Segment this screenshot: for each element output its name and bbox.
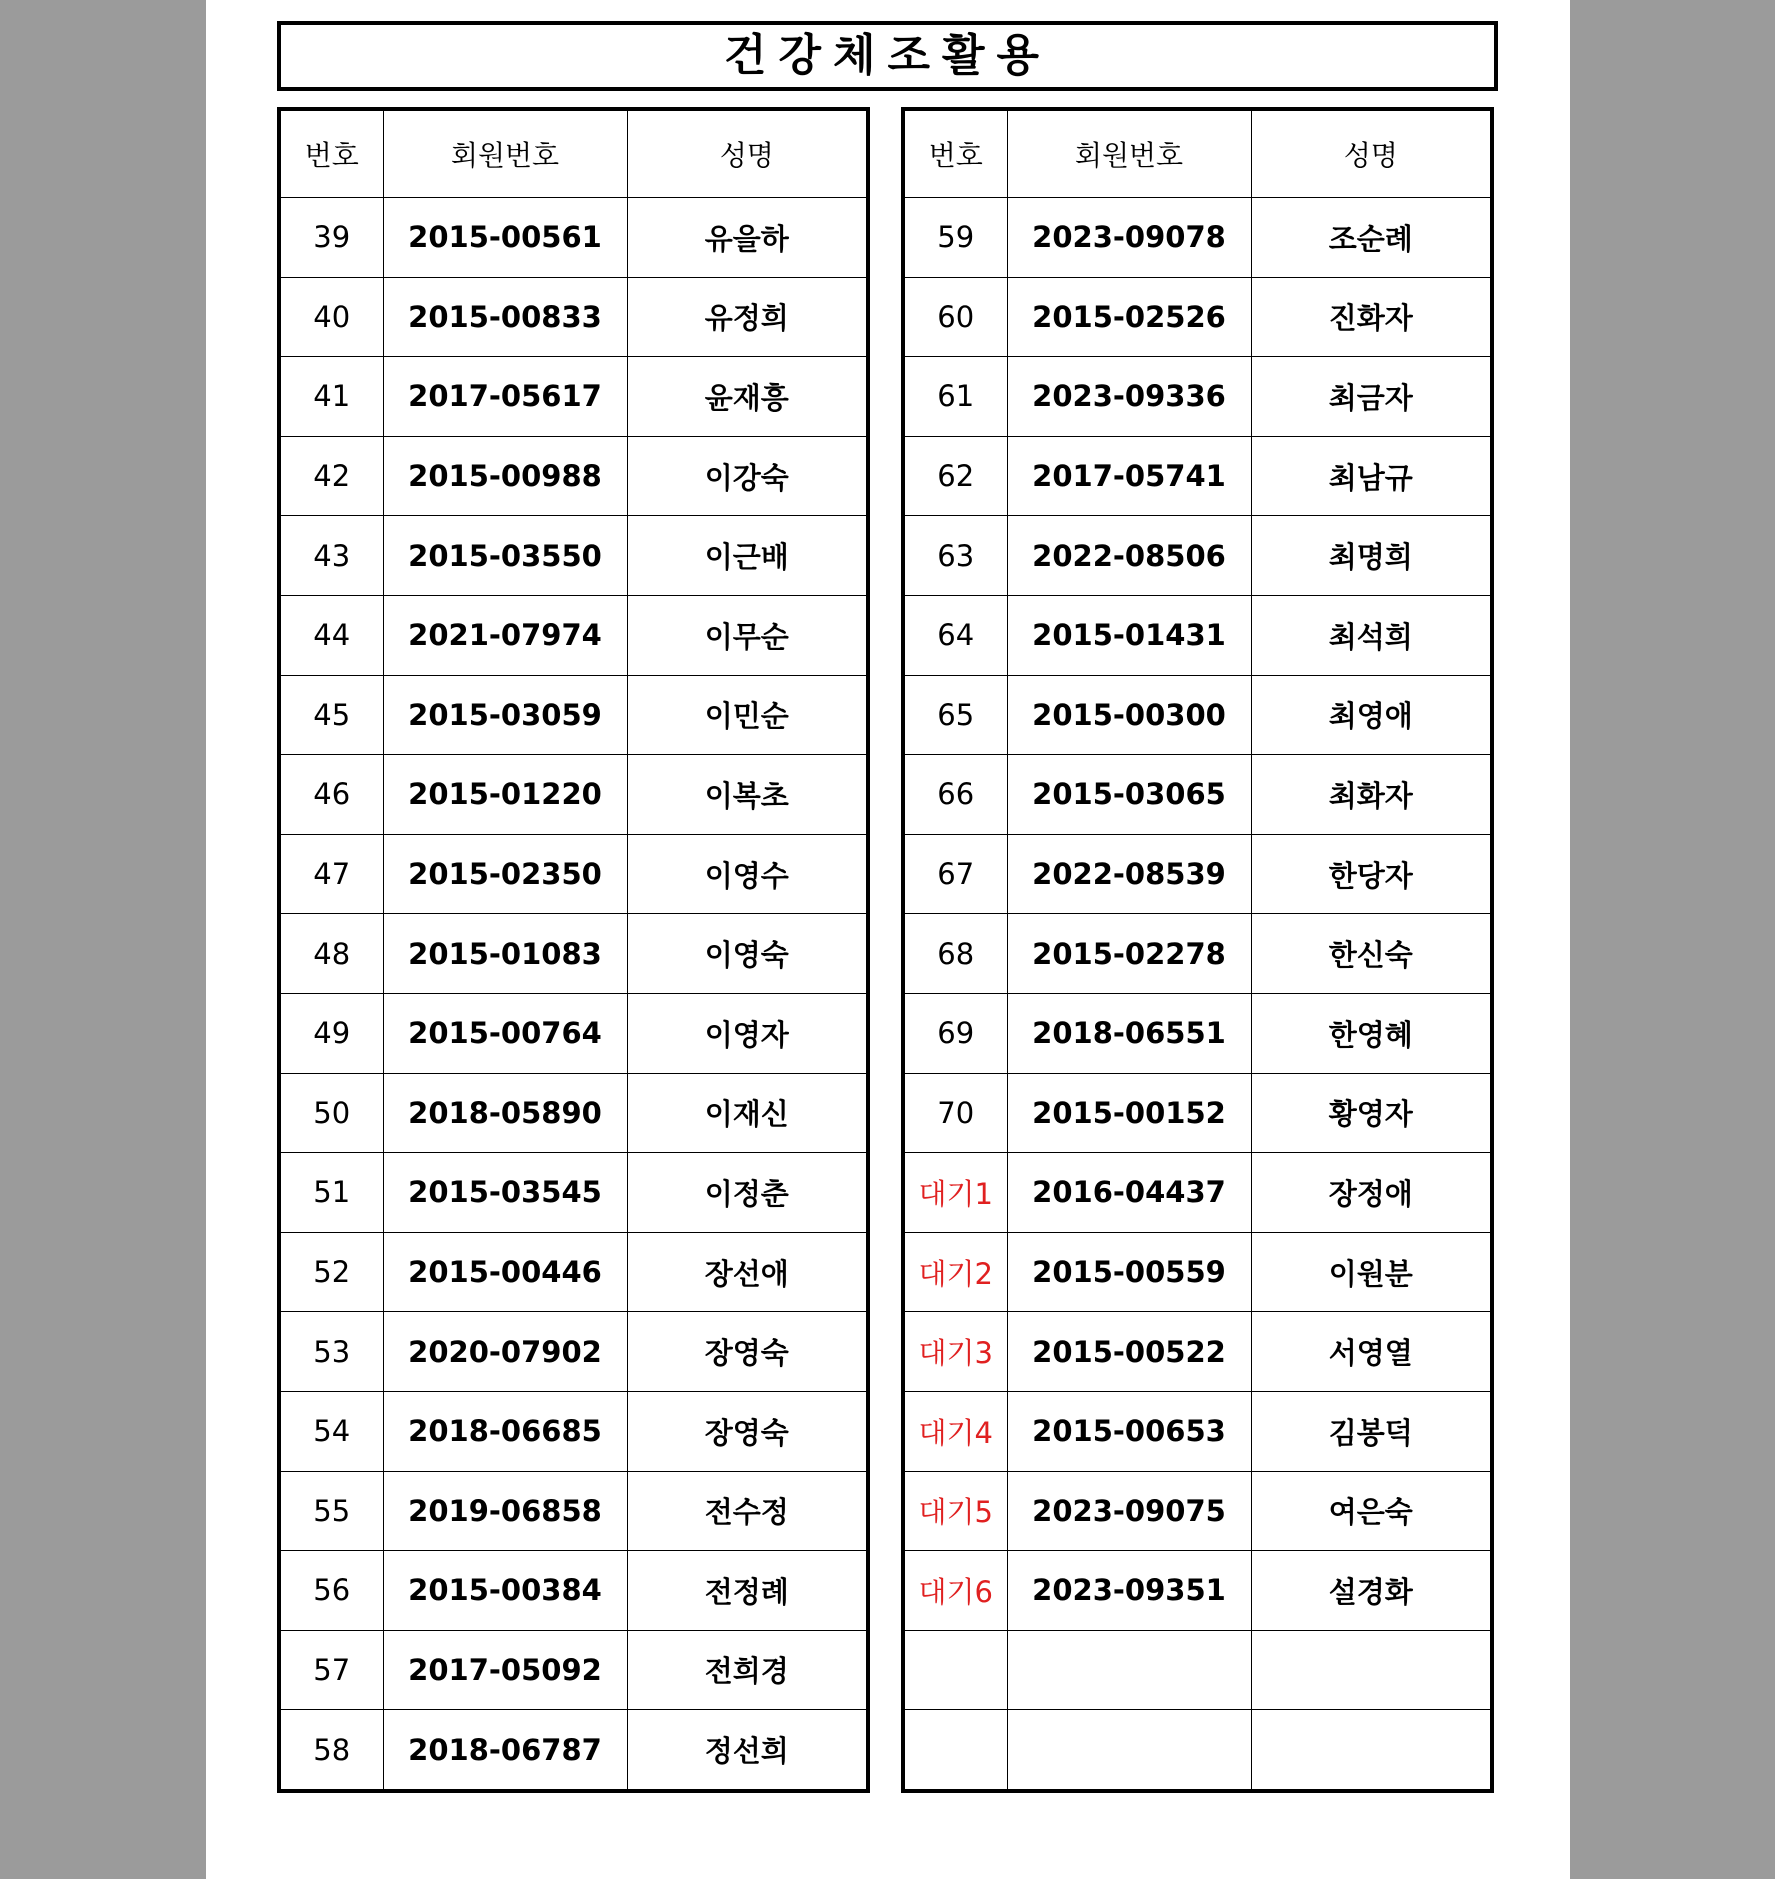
member-name-cell: 서영열: [1251, 1312, 1492, 1392]
row-number-cell: 대기5: [903, 1471, 1007, 1551]
row-number-cell: 45: [279, 675, 383, 755]
member-id-cell: 2017-05617: [383, 357, 627, 437]
table-row: [903, 914, 1492, 994]
row-number-cell: 55: [279, 1471, 383, 1551]
member-name-cell: 진화자: [1251, 277, 1492, 357]
table-row: [903, 675, 1492, 755]
row-number-cell: 52: [279, 1232, 383, 1312]
member-id-cell: 2023-09336: [1007, 357, 1251, 437]
table-row: [279, 1232, 868, 1312]
member-name-cell: 이무순: [627, 595, 868, 675]
member-name-cell: 최금자: [1251, 357, 1492, 437]
row-number-cell: 49: [279, 993, 383, 1073]
table-row: [903, 357, 1492, 437]
member-id-cell: 2015-00561: [383, 198, 627, 278]
roster-table-right: [901, 107, 1494, 1793]
member-id-cell: 2015-03065: [1007, 755, 1251, 835]
member-id-cell: 2015-00384: [383, 1551, 627, 1631]
roster-body-right: [903, 198, 1492, 1791]
member-id-cell: 2023-09351: [1007, 1551, 1251, 1631]
row-number-cell: 60: [903, 277, 1007, 357]
table-row: [279, 1551, 868, 1631]
member-name-cell: 윤재흥: [627, 357, 868, 437]
member-name-cell: 장영숙: [627, 1391, 868, 1471]
member-id-cell: 2015-00446: [383, 1232, 627, 1312]
table-row: [903, 198, 1492, 278]
member-name-cell: 이영수: [627, 834, 868, 914]
member-id-cell: 2016-04437: [1007, 1153, 1251, 1233]
member-id-cell: 2015-03550: [383, 516, 627, 596]
member-id-cell: 2018-05890: [383, 1073, 627, 1153]
member-id-cell: 2015-00764: [383, 993, 627, 1073]
member-name-cell: 이영자: [627, 993, 868, 1073]
header-member-id: 회원번호: [1007, 109, 1251, 198]
member-id-cell: 2015-03545: [383, 1153, 627, 1233]
row-number-cell: 40: [279, 277, 383, 357]
member-name-cell: 최명희: [1251, 516, 1492, 596]
row-number-cell: 69: [903, 993, 1007, 1073]
row-number-cell: 56: [279, 1551, 383, 1631]
member-id-cell: 2021-07974: [383, 595, 627, 675]
table-row: [279, 357, 868, 437]
member-id-cell: 2015-00833: [383, 277, 627, 357]
header-row: [279, 109, 868, 198]
member-name-cell: [1251, 1630, 1492, 1710]
member-name-cell: 최석희: [1251, 595, 1492, 675]
member-id-cell: 2023-09075: [1007, 1471, 1251, 1551]
member-name-cell: 전수정: [627, 1471, 868, 1551]
table-row: [903, 1710, 1492, 1791]
header-name: 성명: [1251, 109, 1492, 198]
table-row: [279, 1153, 868, 1233]
table-row: [903, 1312, 1492, 1392]
member-name-cell: 장정애: [1251, 1153, 1492, 1233]
table-row: [903, 436, 1492, 516]
member-id-cell: 2015-00522: [1007, 1312, 1251, 1392]
member-id-cell: 2022-08506: [1007, 516, 1251, 596]
member-id-cell: 2015-01431: [1007, 595, 1251, 675]
table-row: [279, 436, 868, 516]
row-number-cell: 70: [903, 1073, 1007, 1153]
member-name-cell: 전희경: [627, 1630, 868, 1710]
member-name-cell: 설경화: [1251, 1551, 1492, 1631]
row-number-cell: 53: [279, 1312, 383, 1392]
row-number-cell: 46: [279, 755, 383, 835]
member-name-cell: 이정춘: [627, 1153, 868, 1233]
row-number-cell: 64: [903, 595, 1007, 675]
row-number-cell: 51: [279, 1153, 383, 1233]
row-number-cell: 대기4: [903, 1391, 1007, 1471]
row-number-cell: 50: [279, 1073, 383, 1153]
member-id-cell: 2017-05092: [383, 1630, 627, 1710]
member-name-cell: 정선희: [627, 1710, 868, 1791]
table-row: [279, 1471, 868, 1551]
member-id-cell: 2018-06551: [1007, 993, 1251, 1073]
member-id-cell: 2015-02526: [1007, 277, 1251, 357]
member-name-cell: 한영혜: [1251, 993, 1492, 1073]
member-name-cell: 황영자: [1251, 1073, 1492, 1153]
member-name-cell: 이강숙: [627, 436, 868, 516]
member-id-cell: [1007, 1710, 1251, 1791]
table-row: [279, 1630, 868, 1710]
member-name-cell: 최남규: [1251, 436, 1492, 516]
member-name-cell: 최영애: [1251, 675, 1492, 755]
table-row: [279, 914, 868, 994]
member-name-cell: 이재신: [627, 1073, 868, 1153]
member-name-cell: 장선애: [627, 1232, 868, 1312]
member-id-cell: 2015-00559: [1007, 1232, 1251, 1312]
table-row: [903, 755, 1492, 835]
header-row: [903, 109, 1492, 198]
member-id-cell: 2015-00988: [383, 436, 627, 516]
member-id-cell: 2015-03059: [383, 675, 627, 755]
header-number: 번호: [903, 109, 1007, 198]
row-number-cell: 62: [903, 436, 1007, 516]
row-number-cell: [903, 1710, 1007, 1791]
table-row: [279, 993, 868, 1073]
table-row: [903, 993, 1492, 1073]
title-box: [277, 21, 1498, 91]
member-name-cell: 유을하: [627, 198, 868, 278]
member-id-cell: 2020-07902: [383, 1312, 627, 1392]
member-id-cell: 2017-05741: [1007, 436, 1251, 516]
table-row: [903, 516, 1492, 596]
member-id-cell: 2015-02350: [383, 834, 627, 914]
table-row: [279, 834, 868, 914]
member-name-cell: 한신숙: [1251, 914, 1492, 994]
member-id-cell: 2018-06685: [383, 1391, 627, 1471]
table-row: [279, 198, 868, 278]
row-number-cell: [903, 1630, 1007, 1710]
member-id-cell: 2015-00152: [1007, 1073, 1251, 1153]
row-number-cell: 대기1: [903, 1153, 1007, 1233]
table-row: [903, 595, 1492, 675]
table-row: [279, 1312, 868, 1392]
member-id-cell: [1007, 1630, 1251, 1710]
member-id-cell: 2015-01083: [383, 914, 627, 994]
row-number-cell: 48: [279, 914, 383, 994]
table-row: [279, 277, 868, 357]
member-id-cell: 2015-01220: [383, 755, 627, 835]
row-number-cell: 42: [279, 436, 383, 516]
table-row: [903, 1471, 1492, 1551]
member-name-cell: 이원분: [1251, 1232, 1492, 1312]
table-row: [279, 595, 868, 675]
document-title: 건강체조활용: [723, 30, 1052, 81]
row-number-cell: 65: [903, 675, 1007, 755]
member-name-cell: 한당자: [1251, 834, 1492, 914]
table-row: [903, 834, 1492, 914]
table-row: [279, 755, 868, 835]
table-row: [279, 1391, 868, 1471]
table-row: [903, 277, 1492, 357]
member-name-cell: 이영숙: [627, 914, 868, 994]
header-member-id: 회원번호: [383, 109, 627, 198]
row-number-cell: 66: [903, 755, 1007, 835]
row-number-cell: 대기2: [903, 1232, 1007, 1312]
table-row: [903, 1551, 1492, 1631]
row-number-cell: 대기6: [903, 1551, 1007, 1631]
table-row: [903, 1391, 1492, 1471]
row-number-cell: 54: [279, 1391, 383, 1471]
table-row: [903, 1232, 1492, 1312]
member-id-cell: 2018-06787: [383, 1710, 627, 1791]
row-number-cell: 59: [903, 198, 1007, 278]
member-name-cell: 전정례: [627, 1551, 868, 1631]
row-number-cell: 67: [903, 834, 1007, 914]
row-number-cell: 63: [903, 516, 1007, 596]
member-id-cell: 2015-02278: [1007, 914, 1251, 994]
table-row: [279, 1073, 868, 1153]
member-name-cell: 이근배: [627, 516, 868, 596]
row-number-cell: 47: [279, 834, 383, 914]
row-number-cell: 68: [903, 914, 1007, 994]
row-number-cell: 39: [279, 198, 383, 278]
member-name-cell: 여은숙: [1251, 1471, 1492, 1551]
member-name-cell: 이민순: [627, 675, 868, 755]
member-name-cell: 김봉덕: [1251, 1391, 1492, 1471]
roster-body-left: [279, 198, 868, 1791]
member-name-cell: 조순례: [1251, 198, 1492, 278]
row-number-cell: 44: [279, 595, 383, 675]
member-name-cell: 이복초: [627, 755, 868, 835]
header-name: 성명: [627, 109, 868, 198]
roster-table-left: [277, 107, 870, 1793]
row-number-cell: 43: [279, 516, 383, 596]
row-number-cell: 57: [279, 1630, 383, 1710]
row-number-cell: 58: [279, 1710, 383, 1791]
member-name-cell: 유정희: [627, 277, 868, 357]
table-row: [279, 675, 868, 755]
table-row: [903, 1073, 1492, 1153]
table-row: [279, 1710, 868, 1791]
member-name-cell: [1251, 1710, 1492, 1791]
table-row: [903, 1153, 1492, 1233]
member-id-cell: 2019-06858: [383, 1471, 627, 1551]
row-number-cell: 41: [279, 357, 383, 437]
member-id-cell: 2023-09078: [1007, 198, 1251, 278]
row-number-cell: 61: [903, 357, 1007, 437]
header-number: 번호: [279, 109, 383, 198]
member-name-cell: 최화자: [1251, 755, 1492, 835]
member-id-cell: 2015-00300: [1007, 675, 1251, 755]
document-page: [206, 0, 1570, 1879]
table-row: [279, 516, 868, 596]
row-number-cell: 대기3: [903, 1312, 1007, 1392]
member-name-cell: 장영숙: [627, 1312, 868, 1392]
member-id-cell: 2022-08539: [1007, 834, 1251, 914]
member-id-cell: 2015-00653: [1007, 1391, 1251, 1471]
table-row: [903, 1630, 1492, 1710]
